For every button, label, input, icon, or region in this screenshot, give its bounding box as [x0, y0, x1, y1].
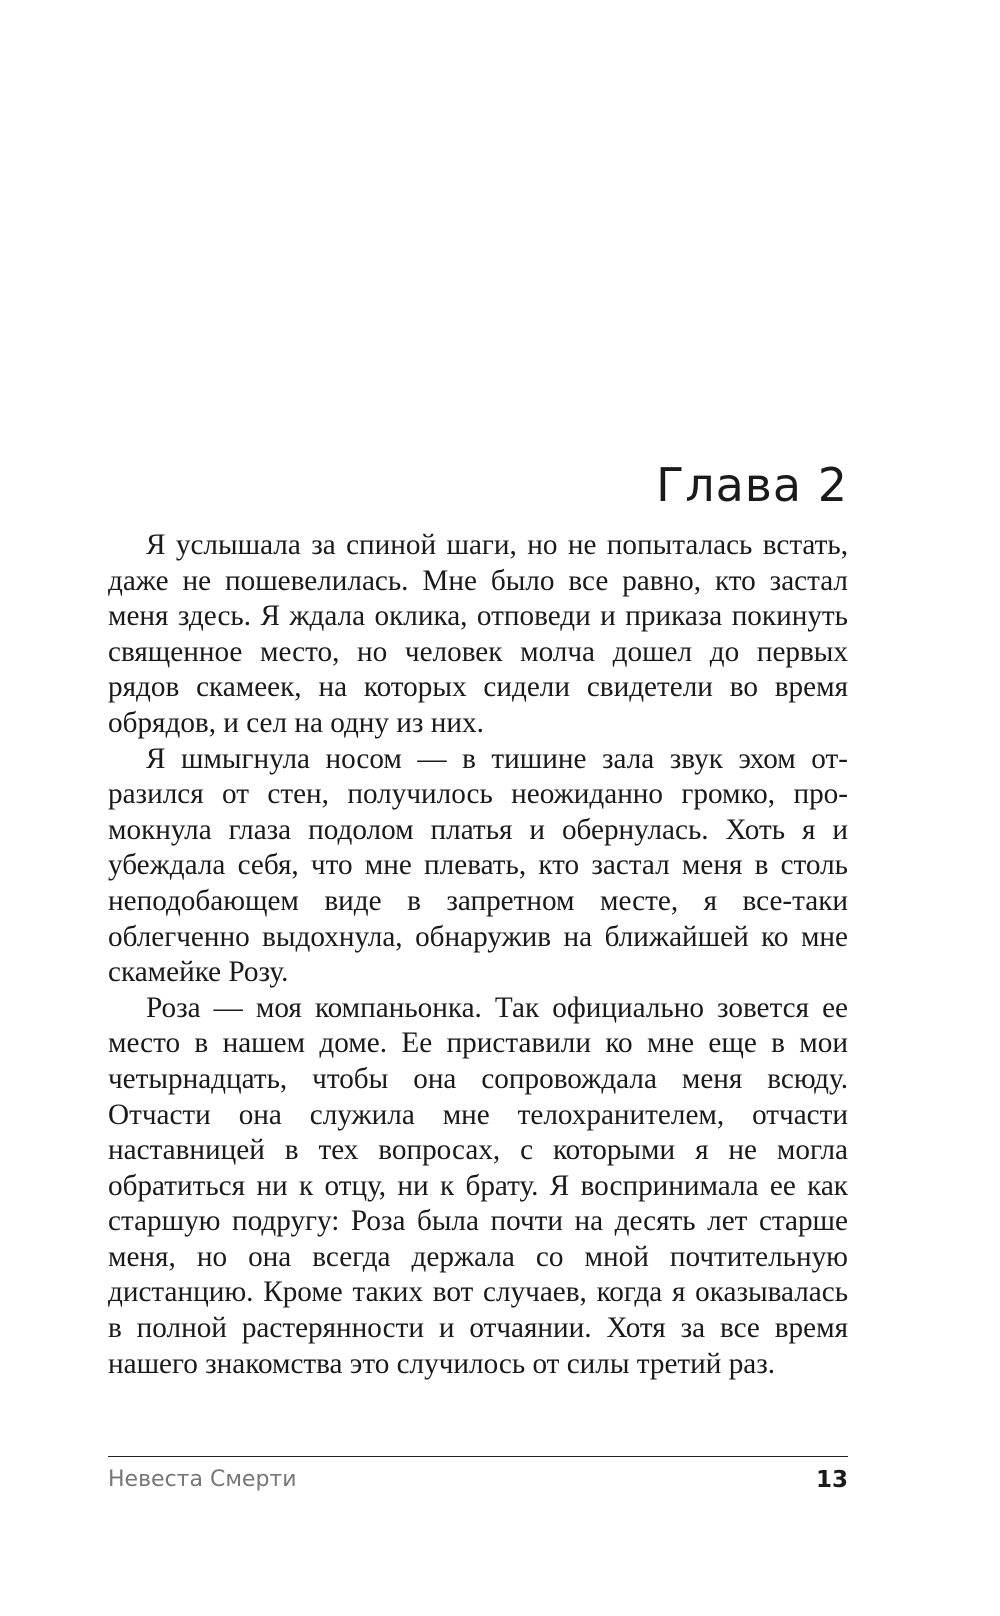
chapter-body — [108, 528, 848, 1382]
paragraph: Роза — моя компаньонка. Так официально зовется ее место в нашем доме. Ее приставили ко мне еще в мои четырнадцать, чтобы она сопровождала меня всюду. Отчасти она служила мне телохранителем, отчасти наставницей в тех вопросах, с которыми я не могла обратиться ни к отцу, ни к брату. Я воспринимала ее как старшую подругу: Роза была почти на десять лет старше меня, но она всегда держала со мной почтительную дистанцию. Кроме таких вот случаев, когда я оказывалась в полной растерянности и отчаянии. Хотя за все время нашего знакомства это случилось от силы третий раз. — [108, 991, 848, 1380]
running-footer-book-title: Невеста Смерти — [108, 1467, 297, 1492]
chapter-title: Глава 2 — [656, 458, 848, 512]
footer-divider — [108, 1456, 848, 1457]
paragraph: Я услышала за спиной шаги, но не попыталась встать, даже не пошевелилась. Мне было все равно, кто застал меня здесь. Я ждала оклика, отповеди и приказа покинуть священное место, но человек молча дошел до первых рядов скамеек, на которых сидели свидетели во время обрядов, и сел на одну из них. — [108, 529, 848, 739]
page-number: 13 — [815, 1467, 848, 1493]
paragraph: Я шмыгнула носом — в тишине зала звук эхом отразился от стен, получилось неожиданно громко, промокнула глаза подолом платья и обернулась. Хоть я и убеждала себя, что мне плевать, кто застал меня в столь неподобающем виде в запретном месте, я все-таки облегченно выдохнула, обнаружив на ближайшей ко мне скамейке Розу. — [108, 742, 848, 989]
